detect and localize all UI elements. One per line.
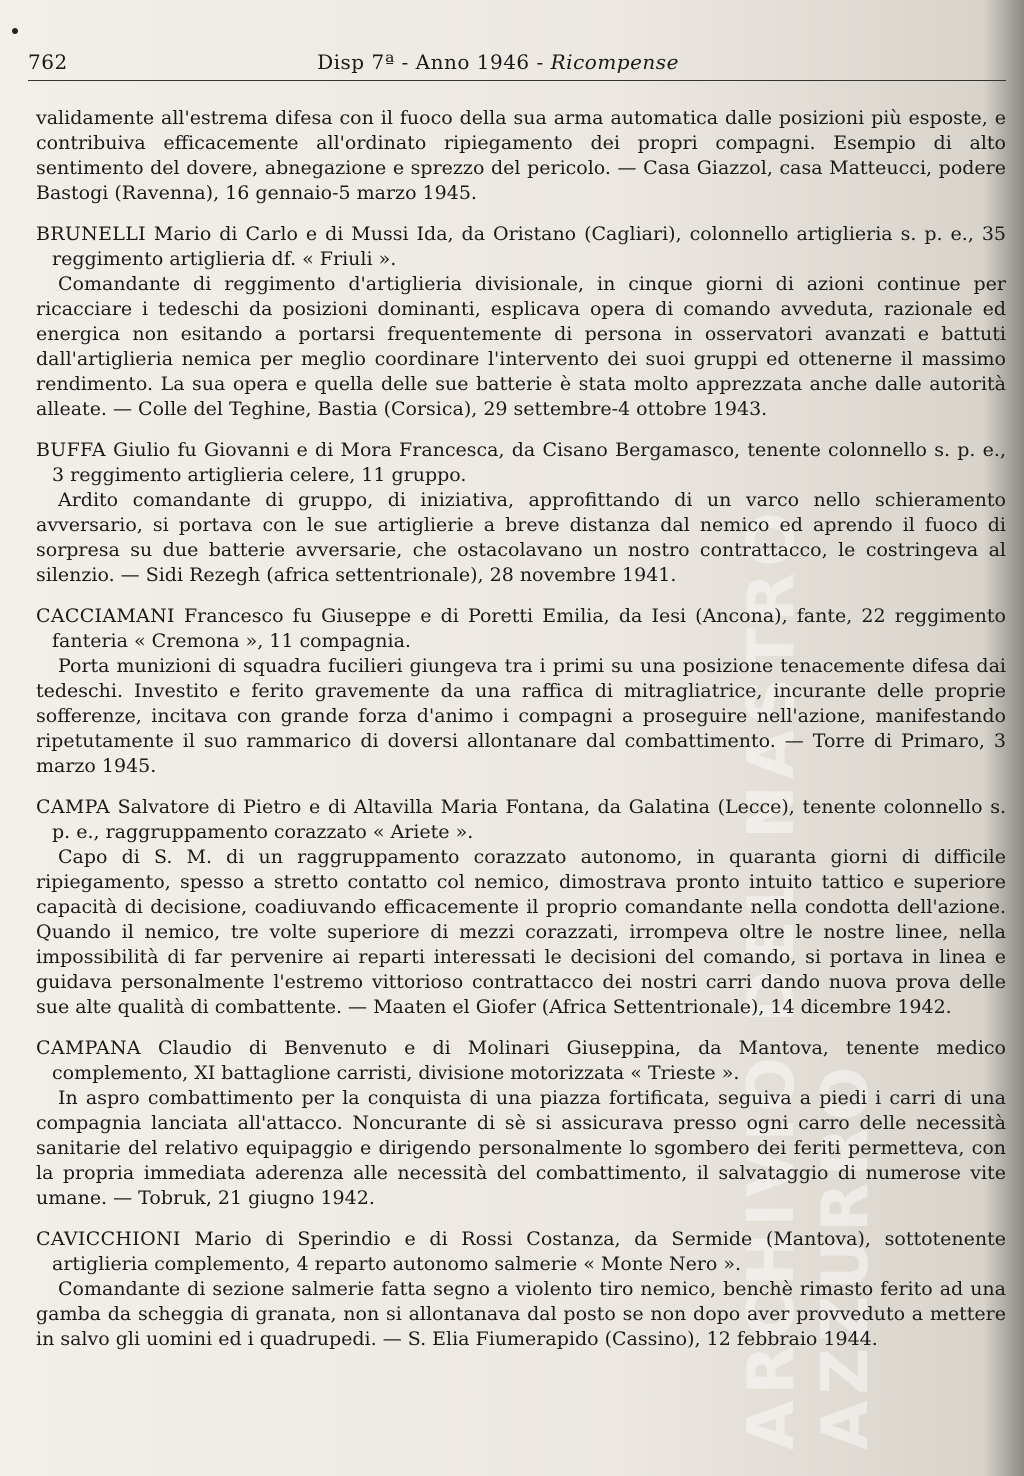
running-title <box>128 50 868 74</box>
citation-entry <box>36 222 1006 422</box>
citation-name: CAMPANA <box>36 1037 141 1059</box>
citation-details: Mario di Sperindio e di Rossi Costanza, da Sermide (Mantova), sottotenente artiglieria complemento, 4 reparto autonomo salmerie « Monte Nero ». <box>52 1228 1006 1275</box>
citation-name: BUFFA <box>36 439 106 461</box>
citation-heading <box>36 222 1006 272</box>
page-number: 762 <box>28 50 68 74</box>
citation-text: In aspro combattimento per la conquista di una piazza fortificata, seguiva a piedi i carri di una compagnia lanciata all'attacco. Noncurante di sè si assicurava presso ogni carro delle necessità sanitarie del relativo equipaggio e dirigendo personalmente lo sgombero dei feriti permetteva, con la propria immediata aderenza alle necessità del combattimento, il salvataggio di numerose vite umane. — Tobruk, 21 giugno 1942. <box>36 1087 1006 1209</box>
citation-entry <box>36 1036 1006 1211</box>
citation-entry <box>36 604 1006 779</box>
running-title-main: Disp 7ª - Anno 1946 - <box>317 50 551 74</box>
citation-details: Giulio fu Giovanni e di Mora Francesca, da Cisano Bergamasco, tenente colonnello s. p. e., 3 reggimento artiglieria celere, 11 gruppo. <box>52 439 1006 486</box>
citation-heading <box>36 604 1006 654</box>
citation-name: CAVICCHIONI <box>36 1228 181 1250</box>
citation-text: Comandante di reggimento d'artiglieria divisionale, in cinque giorni di azioni continue per ricacciare i tedeschi da posizioni dominanti, esplicava opera di comando avveduta, razionale ed energica non esitando a portarsi frequentemente di persona in osservatori avanzati e battuti dall'artiglieria nemica per meglio coordinare l'intervento dei suoi gruppi ed ottenerne il massimo rendimento. La sua opera e quella delle sue batterie è stata molto apprezzata anche dalle autorità alleate. — Colle del Teghine, Bastia (Corsica), 29 settembre-4 ottobre 1943. <box>36 273 1006 420</box>
citation-name: CACCIAMANI <box>36 605 175 627</box>
citation-entry <box>36 1227 1006 1352</box>
citation-details: Claudio di Benvenuto e di Molinari Giuseppina, da Mantova, tenente medico complemento, XI battaglione carristi, divisione motorizzata « Trieste ». <box>52 1037 1006 1084</box>
citation-text: Comandante di sezione salmerie fatta segno a violento tiro nemico, benchè rimasto ferito ad una gamba da scheggia di granata, non si allontanava dal posto se non dopo aver provveduto a mettere in salvo gli uomini ed i quadrupedi. — S. Elia Fiumerapido (Cassino), 12 febbraio 1944. <box>36 1278 1006 1350</box>
citation-heading <box>36 438 1006 488</box>
watermark: ARCHIVIO DEL NASTRO AZZURRO <box>735 506 883 1450</box>
citation-entry <box>36 438 1006 588</box>
citation-text: Porta munizioni di squadra fucilieri giungeva tra i primi su una posizione tenacemente difesa dai tedeschi. Investito e ferito gravemente da una raffica di mitragliatrice, incurante delle proprie sofferenze, incitava con grande forza d'animo i compagni a proseguire nell'azione, manifestando ripetutamente il suo rammarico di doversi allontanare dal combattimento. — Torre di Primaro, 3 marzo 1945. <box>36 655 1006 777</box>
header-rule <box>28 80 1006 81</box>
citation-name: CAMPA <box>36 796 110 818</box>
citation-heading <box>36 795 1006 845</box>
citation-entry <box>36 795 1006 1020</box>
citation-details: Francesco fu Giuseppe e di Poretti Emilia, da Iesi (Ancona), fante, 22 reggimento fanteria « Cremona », 11 compagnia. <box>52 605 1006 652</box>
page-header <box>28 50 988 74</box>
document-body <box>36 106 1006 1368</box>
citation-text: Ardito comandante di gruppo, di iniziativa, approfittando di un varco nello schieramento avversario, si portava con le sue artiglierie a breve distanza dal nemico ed aprendo il fuoco di sorpresa su due batterie avversarie, che ostacolavano un nostro contrattacco, le costringeva al silenzio. — Sidi Rezegh (africa settentrionale), 28 novembre 1941. <box>36 489 1006 586</box>
citation-heading <box>36 1036 1006 1086</box>
citation-name: BRUNELLI <box>36 223 146 245</box>
citation-details: Mario di Carlo e di Mussi Ida, da Oristano (Cagliari), colonnello artiglieria s. p. e., 35 reggimento artiglieria df. « Friuli ». <box>52 223 1006 270</box>
page-mark <box>12 28 18 34</box>
running-title-section: Ricompense <box>550 50 679 74</box>
continuation-paragraph <box>36 106 1006 206</box>
continuation-text: validamente all'estrema difesa con il fuoco della sua arma automatica dalle posizioni più esposte, e contribuiva efficacemente all'ordinato ripiegamento dei propri compagni. Esempio di alto sentimento del dovere, abnegazione e sprezzo del pericolo. — Casa Giazzol, casa Matteucci, podere Bastogi (Ravenna), 16 gennaio-5 marzo 1945. <box>36 107 1006 204</box>
citation-heading <box>36 1227 1006 1277</box>
citation-text: Capo di S. M. di un raggruppamento corazzato autonomo, in quaranta giorni di difficile ripiegamento, spesso a stretto contatto col nemico, dimostrava pronto intuito tattico e superiore capacità di decisione, coadiuvando efficacemente il proprio comandante nella condotta dell'azione. Quando il nemico, tre volte superiore di mezzi corazzati, irrompeva oltre le nostre linee, nella impossibilità di far pervenire ai reparti interessati le decisioni del comando, si portava in linea e guidava personalmente l'estremo vittorioso contrattacco dei nostri carri dando nuova prova delle sue alte qualità di combattente. — Maaten el Giofer (Africa Settentrionale), 14 dicembre 1942. <box>36 846 1006 1018</box>
citation-details: Salvatore di Pietro e di Altavilla Maria Fontana, da Galatina (Lecce), tenente colonnello s. p. e., raggruppamento corazzato « Ariete ». <box>52 796 1006 843</box>
